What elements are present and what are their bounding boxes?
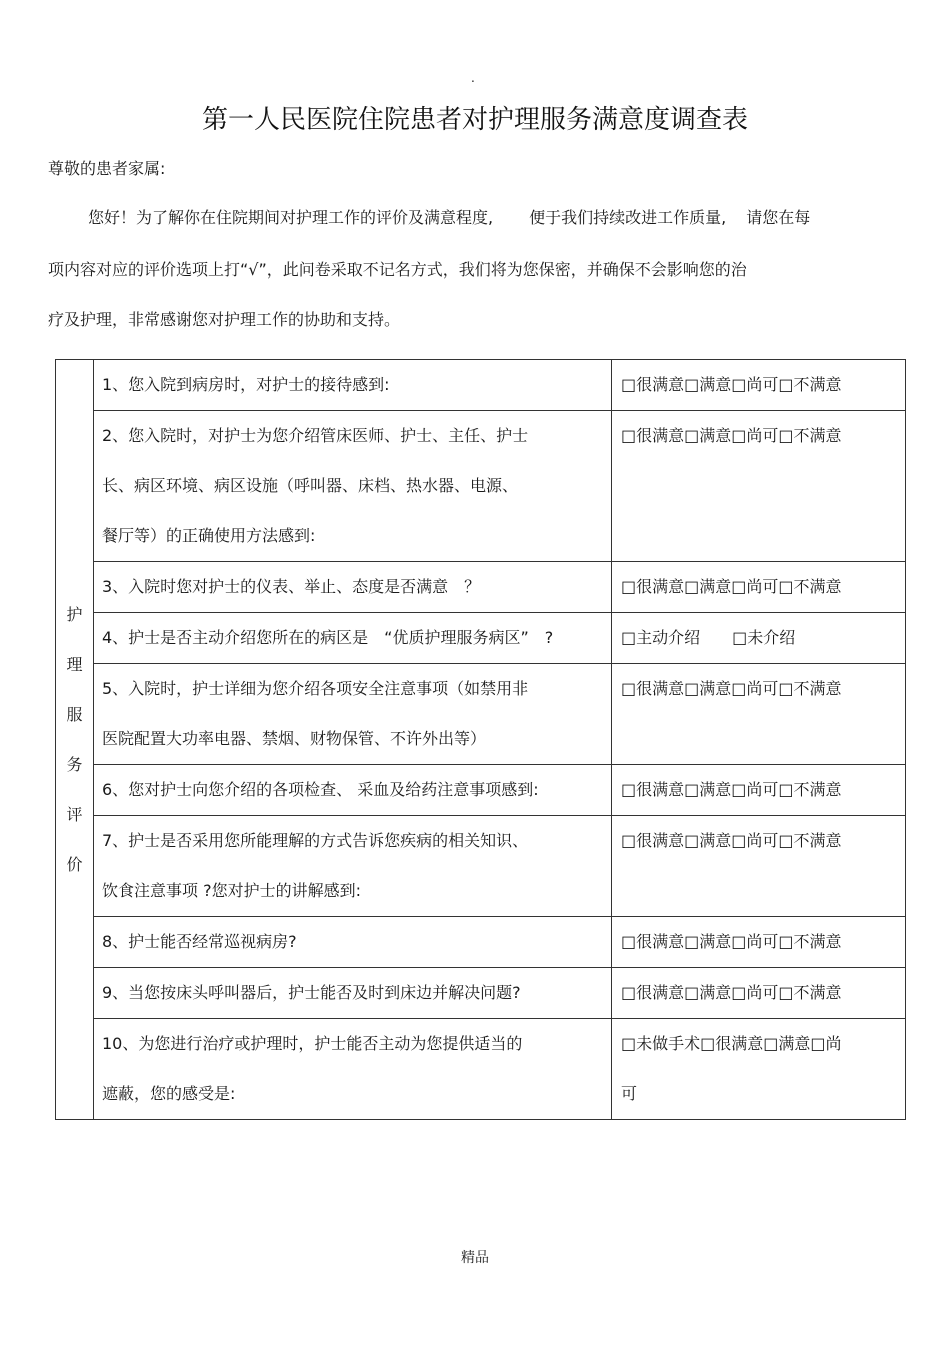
question-row — [56, 816, 906, 917]
question-row — [56, 562, 906, 613]
question-row — [56, 917, 906, 968]
answer-options[interactable]: □很满意□满意□尚可□不满意 — [621, 679, 842, 698]
intro-line-1-a: 您好！为了解你在住院期间对护理工作的评价及满意程度, — [88, 208, 494, 227]
question-cell — [94, 411, 612, 562]
question-cell — [94, 917, 612, 968]
answer-options[interactable]: □很满意□满意□尚可□不满意 — [621, 577, 842, 596]
question-row — [56, 411, 906, 562]
page-title: 第一人民医院住院患者对护理服务满意度调查表 — [201, 105, 748, 135]
question-row — [56, 613, 906, 664]
question-row — [56, 1019, 906, 1120]
category-char: 服 — [66, 704, 83, 724]
answer-options[interactable]: □很满意□满意□尚可□不满意 — [621, 932, 842, 951]
answer-options[interactable]: □很满意□满意□尚可□不满意 — [621, 983, 842, 1002]
category-char: 评 — [66, 804, 83, 824]
answer-options[interactable]: □很满意□满意□尚可□不满意 — [621, 831, 842, 850]
question-text: 4、护士是否主动介绍您所在的病区是 “优质护理服务病区” ? — [102, 628, 554, 647]
survey-table — [55, 359, 906, 1120]
question-text: 1、您入院到病房时，对护士的接待感到: — [102, 375, 390, 394]
intro-line-1 — [48, 207, 810, 229]
question-cell — [94, 1019, 612, 1120]
question-row — [56, 765, 906, 816]
question-text: 7、护士是否采用您所能理解的方式告诉您疾病的相关知识、 — [102, 831, 529, 850]
answer-options[interactable]: □很满意□满意□尚可□不满意 — [621, 426, 842, 445]
question-cell — [94, 664, 612, 765]
question-row — [56, 968, 906, 1019]
question-row — [56, 360, 906, 411]
answer-options[interactable]: □很满意□满意□尚可□不满意 — [621, 375, 842, 394]
question-text: 6、您对护士向您介绍的各项检查、 采血及给药注意事项感到: — [102, 780, 539, 799]
category-cell — [56, 360, 94, 1120]
question-text: 8、护士能否经常巡视病房? — [102, 932, 297, 951]
question-cell — [94, 968, 612, 1019]
answer-options-cell[interactable] — [612, 1019, 906, 1120]
answer-options-cell[interactable] — [612, 816, 906, 917]
answer-options-cell[interactable] — [612, 917, 906, 968]
intro-line-1-b: 便于我们持续改进工作质量, — [529, 208, 727, 227]
question-text: 9、当您按床头呼叫器后，护士能否及时到床边并解决问题? — [102, 983, 521, 1002]
question-cell — [94, 360, 612, 411]
footer-label: 精品 — [461, 1250, 489, 1266]
answer-options-cell[interactable] — [612, 360, 906, 411]
question-text: 3、入院时您对护士的仪表、举止、态度是否满意 ？ — [102, 577, 481, 596]
question-text: 医院配置大功率电器、禁烟、财物保管、不许外出等） — [102, 729, 487, 748]
answer-options-cell[interactable] — [612, 613, 906, 664]
intro-line-1-c: 请您在每 — [746, 208, 811, 227]
answer-options[interactable]: □未做手术□很满意□满意□尚 — [621, 1034, 842, 1053]
category-char: 价 — [66, 854, 83, 874]
question-text: 长、病区环境、病区设施（呼叫器、床档、热水器、电源、 — [102, 476, 519, 495]
question-row — [56, 664, 906, 765]
question-cell — [94, 613, 612, 664]
answer-options-cell[interactable] — [612, 664, 906, 765]
question-text: 饮食注意事项 ?您对护士的讲解感到: — [102, 881, 361, 900]
category-char: 护 — [66, 604, 83, 624]
answer-options[interactable]: □很满意□满意□尚可□不满意 — [621, 780, 842, 799]
header-mark: . — [471, 71, 475, 85]
question-text: 遮蔽，您的感受是: — [102, 1084, 236, 1103]
category-char: 务 — [66, 754, 83, 774]
answer-options-cell[interactable] — [612, 562, 906, 613]
answer-options[interactable]: □主动介绍 □未介绍 — [621, 628, 796, 647]
intro-line-3: 疗及护理，非常感谢您对护理工作的协助和支持。 — [48, 310, 401, 329]
category-char: 理 — [66, 654, 83, 674]
answer-options-cell[interactable] — [612, 968, 906, 1019]
question-cell — [94, 765, 612, 816]
salutation: 尊敬的患者家属: — [48, 159, 166, 178]
intro-line-2: 项内容对应的评价选项上打“√”，此问卷采取不记名方式，我们将为您保密，并确保不会影响您的治 — [48, 260, 747, 279]
answer-options-cell[interactable] — [612, 765, 906, 816]
answer-options[interactable]: 可 — [621, 1084, 638, 1103]
question-text: 2、您入院时，对护士为您介绍管床医师、护士、主任、护士 — [102, 426, 529, 445]
question-cell — [94, 816, 612, 917]
answer-options-cell[interactable] — [612, 411, 906, 562]
question-text: 餐厅等）的正确使用方法感到: — [102, 526, 316, 545]
question-text: 10、为您进行治疗或护理时，护士能否主动为您提供适当的 — [102, 1034, 523, 1053]
question-text: 5、入院时，护士详细为您介绍各项安全注意事项（如禁用非 — [102, 679, 529, 698]
question-cell — [94, 562, 612, 613]
